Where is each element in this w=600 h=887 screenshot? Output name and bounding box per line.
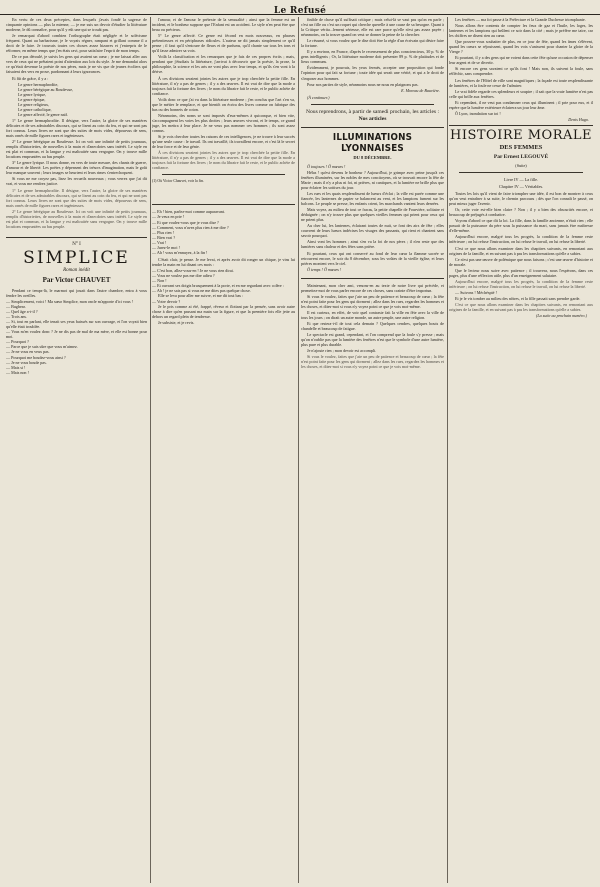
- column-4: [449, 17, 593, 883]
- divider: [152, 204, 295, 205]
- paragraph: 1° Le genre hermaphrodite. Il désigne, vers l'autre, la gloire de ses manières délicates et de ses admirables discours, qui se lisent au coin du feu, et qui ne sont pas fort connus. Leurs livres ne sont que des suites de mots vides, dépourvus de sens, mais ornés de mille figures rares et ingénieuses.: [6, 187, 147, 208]
- paragraph: Je subsiste, et je revis.: [158, 320, 195, 326]
- paragraph: Toutes les lois qu'il vient de faire triompher une idée, il est bon de montrer à ceux qu'on veut entraîner à sa suite, le chemin parcouru ; dès que l'on connaît le passé, on peut mieux juger l'avenir.: [449, 191, 593, 207]
- list-item: Le genre hermaphrodite,: [18, 81, 59, 87]
- dialog-line: — Je ne vous en veux pas.: [6, 349, 50, 355]
- paragraph: Aujourd'hui encore, malgré tous les progrès, la condition de la femme reste inférieure ; on lui refuse l'instruction, on lui refuse le travail, on lui refuse la liberté.: [449, 278, 593, 289]
- column-3: [301, 17, 444, 883]
- list-item: Le genre religieux,: [18, 101, 50, 107]
- paragraph: Ainsi vont les hommes ; ainsi s'en va la foi de nos pères ; il n'en reste que des lumières sans chaleur et des fêtes sans prière.: [301, 239, 444, 250]
- paragraph: De ce pas déroulé, je suivis les gens qui avaient un cœur ; je me laissai aller aux vers de ceux qui ne prêtaient point d'attention aux lois du style. Je me demandai alors ce qu'était devenue la poésie de nos pères, mais je ne vis que de jeunes écoliers qui faisaient des vers en prose, pardonnant à leurs ignorances.: [6, 54, 147, 75]
- paragraph: Pendant ce temps-là, le marmot qui jouait dans l'autre chambre, entra à vous fendre les oreilles.: [6, 287, 147, 298]
- column-rule: [298, 17, 299, 883]
- paragraph: À ces divisions seraient jointes les autres que je trop cherchée la petite fille. En littérature, il n'y a pas de genres ; il y a des œuvres. Il est vrai de dire que la mode a toujours fait la fortune des livres ; le nom du libraire fait le reste, et le public achète de confiance.: [152, 150, 295, 171]
- paragraph: Maintenant, mon cher ami, venons-en au texte de notre livre qui précède, et permettez-moi de vous parler encore de ces choses, sans crainte d'être importun.: [301, 282, 444, 293]
- dialog-line: — Pourquoi me boudez-vous ainsi ?: [6, 354, 66, 360]
- article-signature: E. Moreau de Bauvière.: [401, 87, 440, 93]
- column-2: [152, 17, 295, 883]
- dialog-line: — Mais si !: [6, 364, 26, 370]
- list-item: Le genre catholique,: [18, 106, 52, 112]
- paragraph: Voilà la classification et les remarques que je fais de ces propres écrits ; mais, pendant que j'étudiais la littérature, j'arrivai à découvrir que la poésie, la prose, la philosophie, la science et les arts ne vont plus avec leur temps, et qu'ils s'en vont à la dérive.: [152, 54, 295, 75]
- paragraph: Que pouvez-vous souhaiter de plus, en ce jour de fête, quand les âmes s'élèvent, quand les cœurs se réjouissent, quand les voix s'unissent pour chanter la gloire de la Vierge ?: [449, 39, 593, 55]
- section-title: ILLUMINATIONS LYONNAISES: [332, 131, 413, 154]
- paragraph: C'est ce que nous allons examiner dans les chapitres suivants, en remontant aux origines de la famille, et en suivant pas à pas les transformations qu'elle a subies.: [449, 245, 593, 256]
- dialog-line: — Mais non !: [6, 369, 29, 375]
- paragraph: Le vrai fidèle regarde ces splendeurs et soupire ; il sait que la vraie lumière n'est pas celle qui brille aux fenêtres.: [449, 88, 593, 99]
- feuilleton-title: SIMPLICE: [23, 247, 130, 268]
- paragraph: Nous allons être contents de compter les feux de gaz et l'huile, les loges, les lanternes et les lampions qui brûlent ce soir dans la cité ; mais je préfère me taire, car les chiffres ne disent rien au cœur.: [449, 23, 593, 39]
- paragraph: 3° Le genre lyrique. Il nous donne, en vers de toute mesure, des chants de guerre, d'amour et de liberté. Les poètes y dépensent des trésors d'imagination, mais le goût leur manque souvent ; leurs images se heurtent et leurs rimes s'entrechoquent.: [6, 160, 147, 176]
- list-item: Le genre affecté, le genre naïf.: [18, 111, 69, 117]
- paragraph: 1° Le genre hermaphrodite. Il désigne, vers l'autre, la gloire de ses manières délicates et de ses admirables discours, qui se lisent au coin du feu, et qui ne sont pas fort connus. Leurs livres ne sont que des suites de mots vides, dépourvus de sens, mais ornés de mille figures rares et ingénieuses.: [6, 117, 147, 139]
- dialog-line: — Vous m'en voulez donc ? Je ne dis pas de mal de ma mère, et elle est bonne pour moi.: [6, 329, 147, 340]
- dialog-line: — Non !: [152, 278, 167, 284]
- editorial-notice: [301, 109, 444, 123]
- column-1: [6, 17, 147, 883]
- paragraph: Il est curieux, en effet, de voir quel contraste fait la ville en fête avec la ville de tous les jours ; on dirait un autre monde, un autre peuple, une autre religion.: [301, 309, 444, 320]
- paragraph: Pour nos parties de style, néanmoins nous ne nous en plaignons pas.: [307, 81, 419, 87]
- serial-chapter-title: Chapitre IV — Véritables.: [498, 183, 544, 189]
- paragraph: Si encore ces gens savaient ce qu'ils font ! Mais non, ils suivent la foule, sans réfléchir, sans comprendre.: [449, 66, 593, 77]
- list-item: Le genre lyrique,: [18, 91, 47, 97]
- list-item: Le genre bérégique au Roudevue,: [18, 86, 74, 92]
- paragraph: 2° Le genre bérégique au Roudevue. Ici on voit une infinité de petits journaux, remplis d'historiettes, de nouvelles à la main et d'anecdotes sans intérêt. Le style en est plat et commun, et la langue y est maltraitée sans vergogne. On y trouve mille locutions empruntées au bas peuple.: [6, 139, 147, 160]
- divider: [301, 127, 444, 128]
- feuilleton-byline: Par Victor CHAUVET: [42, 275, 111, 284]
- paragraph: Je n'ajoute rien ; mon devoir est accompli.: [307, 348, 377, 354]
- column-rule: [150, 17, 151, 883]
- paragraph: l'amour, et de l'amour le prétexte de la sensualité ; ainsi que la femme est un incident, et le bonheur suppose que l'Enfant est un accident. Le style n'en peut être que beau ou précieux.: [152, 17, 295, 33]
- paragraph: Si vous le voulez, faites que j'aie un peu de patience et beaucoup de cœur ; la fête n'est point faite pour les gens qui dorment ; allez dans les rues, regardez les hommes et les choses, et dites-moi si vous n'y voyez point ce que je vois moi-même.: [301, 354, 444, 370]
- dialog-line: — Vrai !: [152, 239, 167, 245]
- paragraph: Hélas ! qu'est devenu le bonheur ? Aujourd'hui, je grimpe avec peine jusqu'à ces fenêtres illuminées, sur les nobles de mes concitoyens, où se trouvait encore la fête de Marie ; mais il n'y a plus ni foi, ni prières, ni cantiques, et la lumière ne brille plus que pour éclairer les sottises du jour.: [301, 169, 444, 190]
- feuilleton-subtitle: Roman inédit: [63, 267, 90, 273]
- list-item: Le genre épique,: [18, 96, 46, 102]
- dialog-line: — Parce que je suis sûre que vous m'aimez.: [6, 344, 78, 350]
- paragraph: Et pourtant, il y a des gens qui ne voient dans cette fête qu'une occasion de dépenser leur argent et de se divertir.: [449, 55, 593, 66]
- dialog-line: — Et ouvrant ses doigts brusquement à la porte, et en me regardant avec colère :: [152, 283, 284, 289]
- serial-title: HISTOIRE MORALE: [449, 125, 593, 143]
- dialog-line: — Jurez-le moi !: [152, 244, 180, 250]
- dialog-line: — Je ne vous boude pas.: [6, 359, 47, 365]
- divider: [6, 237, 147, 238]
- paragraph: Je le pris comme ai été, frappé, rêveur et flottant par la pensée, sans avoir autre chose à dire qu'en passant ma main sur la figure, et que la première fois elle jette au dehors un regard plein de tendresse.: [152, 304, 295, 320]
- paragraph: À ces divisions seraient jointes les autres que je trop cherchée la petite fille. En littérature, il n'y a pas de genres ; il y a des œuvres. Il est vrai de dire que la mode a toujours fait la fortune des livres ; le nom du libraire fait le reste, et le public achète de confiance.: [152, 75, 295, 96]
- divider: [311, 104, 434, 105]
- paragraph: C'est ce que nous allons examiner dans les chapitres suivants, en remontant aux origines de la famille, et en suivant pas à pas les transformations qu'elle a subies.: [449, 301, 593, 313]
- paragraph: Il y a environ, en France, d'après le recensement de plus consciencieux, 30 p. % de gens intelligents ; Or, la littérature moderne doit présenter 89 p. % de platitudes et de lieux communs.: [301, 49, 444, 65]
- footnote-rule: [162, 174, 285, 175]
- paragraph: C'était clair, je pense. Je me levai, et après avoir dit ronger un chique, je vins lui tendre la main en lui disant ces mots :: [152, 256, 295, 267]
- feuilleton-text: [6, 288, 147, 375]
- paragraph: — Suivons ! Méchéspié !: [455, 289, 497, 295]
- paragraph: Ô temps ! Ô mœurs !: [307, 266, 342, 272]
- serial-subtitle: DES FEMMES: [499, 143, 543, 151]
- serial-chapter: Livre IV — La fille.: [504, 176, 538, 182]
- genre-list: [6, 82, 147, 117]
- paragraph: Aujourd'hui encore, malgré tous les progrès, la condition de la femme reste inférieure ; on lui refuse l'instruction, on lui refuse le travail, on lui refuse la liberté.: [449, 234, 593, 245]
- paragraph: Ce n'est pas une œuvre de polémique que nous faisons ; c'est une œuvre d'histoire et de morale.: [449, 256, 593, 267]
- paragraph: En vertu de ces deux préceptes, dans lesquels j'avais fondé la sagesse de cinquante opinions — plus la mienne, — je me suis un devoir d'étudier la littérature moderne, le dû connaître, pour qu'il y eût une qui se trouât pas.: [6, 17, 147, 33]
- to-be-continued: (À continuer.): [307, 94, 330, 100]
- dialog-line: — Quel âge a-t-il ?: [6, 309, 38, 315]
- dialog-line: — Ah ! je ne sais pas si vous ne me dites pas quelque chose.: [152, 288, 251, 294]
- paragraph: Si vous ne me croyez pas, lisez les recueils nouveaux ; vous verrez que j'ai dit vrai, et vous me rendrez justice.: [6, 176, 147, 187]
- column-rule: [447, 17, 448, 883]
- serial-note: (Suite): [515, 162, 527, 168]
- paragraph: Que le lecteur nous suive avec patience ; il trouvera, nous l'espérons, dans ces pages, plus d'une réflexion utile, plus d'un enseignement salutaire.: [449, 267, 593, 278]
- feuilleton-text-continued: [152, 209, 295, 325]
- paragraph: Or, cette voie est-elle bien claire ? Non ; il y a bien des obscurités encore, et beaucoup de préjugés à combattre.: [449, 207, 593, 218]
- dialog-line: — Comment, vous n'avez plus rien à me dire ?: [152, 224, 229, 230]
- paragraph: finible de chose qu'il suffisait critique ; mais celui-là se vaut pas qu'on en parle ; c'est un fille ou c'est un roquet qui cherche querelle à une cause de sa besogne. Quant à la Critique vérita...lement sérieuse, elle est rare parce qu'elle n'est pas assez payée ; néanmoins, on la trouve quand on veut se donner la peine de la chercher.: [301, 17, 444, 38]
- paragraph: Si vous le voulez, faites que j'aie un peu de patience et beaucoup de cœur ; la fête n'est point faite pour les gens qui dorment ; allez dans les rues, regardez les hommes et les choses, et dites-moi si vous n'y voyez point ce que je vois moi-même.: [301, 293, 444, 309]
- paragraph: Les fenêtres de l'Hôtel de ville sont magnifiques ; la façade est toute resplendissante de lumières, et la foule ne cesse de l'admirer.: [449, 77, 593, 88]
- paragraph: 2° Le genre bérégique au Roudevue. Ici on voit une infinité de petits journaux, remplis d'historiettes, de nouvelles à la main et d'anecdotes sans intérêt. Le style en est plat et commun, et la langue y est maltraitée sans vergogne. On y trouve mille locutions empruntées au bas peuple.: [6, 208, 147, 229]
- paragraph: Et je le vis tomber au milieu des nôtres, et la fille passait sans prendre garde.: [455, 295, 581, 301]
- paragraph: Néanmoins, des noms se sont imposés d'eux-mêmes à quiconque, et bien vite, s'accompagnent les voies les plus droites ; leurs œuvres vivront, et le temps, ce grand juge, les mettra à leur place. Je ne veux pas nommer ces hommes ; ils sont assez connus.: [152, 112, 295, 133]
- paragraph: Et pourtant, ceux qui ont conservé au fond de leur cœur la flamme sacrée se retrouvent encore, le soir du 8 décembre, sous les voûtes de la vieille église, et leurs prières montent vers le ciel.: [301, 250, 444, 266]
- paragraph: Et que restera-t-il de tout cela demain ? Quelques cendres, quelques bouts de chandelle et beaucoup de fatigue.: [301, 321, 444, 332]
- paragraph: Ô Lyon, inondation sur toi !: [455, 110, 501, 116]
- paragraph: Elle se leva pour aller me suivre, et me dit tout bas :: [158, 293, 244, 299]
- paragraph: Et fût de grâce, il y a :: [12, 75, 49, 81]
- serial-byline: Par Ernest LEGOUVÉ: [493, 153, 549, 160]
- feuilleton-number: N° I: [72, 241, 81, 247]
- paragraph: Ô toujours ! Ô mœurs !: [307, 163, 346, 169]
- article-signature: Denis Hugo.: [568, 116, 589, 122]
- paragraph: Voyons d'abord ce que dit la loi. La fille, dans la famille ancienne, n'était rien ; elle passait de la puissance du père sous la puissance du mari, sans jamais être maîtresse d'elle-même.: [449, 218, 593, 234]
- notice-text: Nous reprendrons, à partir de samedi prochain, les articles :: [305, 108, 440, 115]
- continued-note: (La suite au prochain numéro.): [536, 313, 587, 319]
- dialog-line: — Plus rien !: [152, 229, 174, 235]
- paragraph: Et cependant, il ne veut pas condamner ceux qui illuminent ; il prie pour eux, et il espère que la lumière extérieure éclairera un jour leur âme.: [449, 99, 593, 110]
- paragraph: Au cher lui, les lanternes, éclairant toutes de nuit, se font des airs de fête ; elles couvrent de leurs lueurs indécises les visages des passants, qui rient et chantent sans savoir pourquoi.: [301, 223, 444, 239]
- dialog-line: — Pourquoi ?: [6, 339, 29, 345]
- paragraph: Les fenêtres — ma foi passe à la Préfecture et la Grande Duchesse triomphante.: [455, 17, 586, 22]
- dialog-line: — Et que voulez-vous que je vous dise ?: [152, 219, 219, 225]
- paragraph: Évidemment, je pourrais, les yeux fermés, accepter une proposition qui fonde l'opinion pour qui fait sa fortune ; toute idée qui serait une vérité, et qui a le droit de s'imposer aux hommes.: [301, 65, 444, 81]
- paragraph: Le résumé, si vous voulez que le dise doit être la règle d'un écrivain qui désire faire la fortune.: [301, 38, 444, 49]
- dialog-line: — Bien vrai ?: [152, 234, 176, 240]
- footnote: (1) Où Victor Chauvet, voir la fin.: [152, 179, 204, 184]
- dialog-line: — Bugbear.: [6, 304, 26, 310]
- masthead: [0, 0, 600, 15]
- section-date: DU 8 DÉCEMBRE.: [353, 154, 392, 160]
- dialog-line: — Si, tout en parlant, elle tenait ses yeux baissés sur son ouvrage, et l'on voyait bien qu'elle était troublée.: [6, 319, 147, 330]
- dialog-line: — C'est bon, allez-vous-en ! Je ne vous rien dirai.: [152, 267, 234, 273]
- paragraph: Les rues et les quais resplendissent de lueurs d'éclat ; la ville est parée comme une fiancée, les lanternes de papier se balancent au vent, et les lampions fument sur les balcons. Le peuple se presse, les enfants crient, les marchands vantent leurs denrées.: [301, 190, 444, 207]
- divider: [459, 172, 583, 173]
- dialog-line: — Vous ne voulez pas me dire adieu ?: [152, 272, 215, 278]
- dialog-line: — Votre devoir ?: [152, 299, 181, 305]
- notice-emphasis: Nos articles: [358, 115, 387, 122]
- dialog-line: — Simplicement, voici ! Ma sœur Simplice, mon oncle m'apporte d'ici vous !: [6, 299, 133, 305]
- dialog-line: — Eh ! bien, parlez-moi comme auparavant.: [152, 209, 225, 215]
- paragraph: Mais voyez, au milieu de tout ce fracas, la petite chapelle de Fourvière, solitaire et dédaignée ; on n'y trouve plus que quelques vieilles femmes qui prient pour ceux qui ne prient plus.: [301, 207, 444, 223]
- paragraph: Voilà donc ce que j'ai vu dans la littérature moderne ; j'en conclus que l'art s'en va, que le métier le remplace, et que bientôt on écrira des livres comme on fabrique des bas ou des bonnets de coton.: [152, 96, 295, 112]
- divider: [301, 278, 444, 279]
- dialog-line: — Ah ! vous m'ennuyez, à la fin !: [152, 249, 208, 255]
- newspaper-title: Le Refusé: [273, 6, 327, 16]
- paragraph: Si je vois chercher toutes les raisons de ces intelligences, je ne trouve à leur succès qu'une seule cause : le travail. Ils ont travaillé, ils travaillent encore, et c'est là le secret de leur force et de leur génie.: [152, 134, 295, 150]
- paragraph: Le spectacle est grand, cependant, et l'on comprend que la foule s'y presse ; mais qu'on n'oublie pas que la lumière des fenêtres n'est que le symbole d'une autre lumière, plus pure et plus durable.: [301, 332, 444, 348]
- dialog-line: — Je veux en prie !: [152, 214, 185, 220]
- dialog-line: — Trois ans.: [6, 314, 28, 320]
- paragraph: Je remarquai d'abord combien l'orthographe était négligée et le solécisme fréquent. Quant au barbarisme, je le voyais régner, rampant et grillant comme il a droit de le faire. Je trouvais toutes ces choses assez bizarres et j'entrepris de le réformer, en même temps que j'en étais ravi, pour satisfaire l'esprit de mon temps.: [6, 33, 147, 54]
- paragraph: 5° Le genre affecté. Ce genre est fécond en mots nouveaux, en phrases prétentieuses et en périphrases ridicules. L'auteur ne dit jamais simplement ce qu'il pense ; il faut qu'il s'entoure de fleurs et de parfums, qu'il chante sur tous les tons et qu'il fasse admirer sa voix.: [152, 33, 295, 54]
